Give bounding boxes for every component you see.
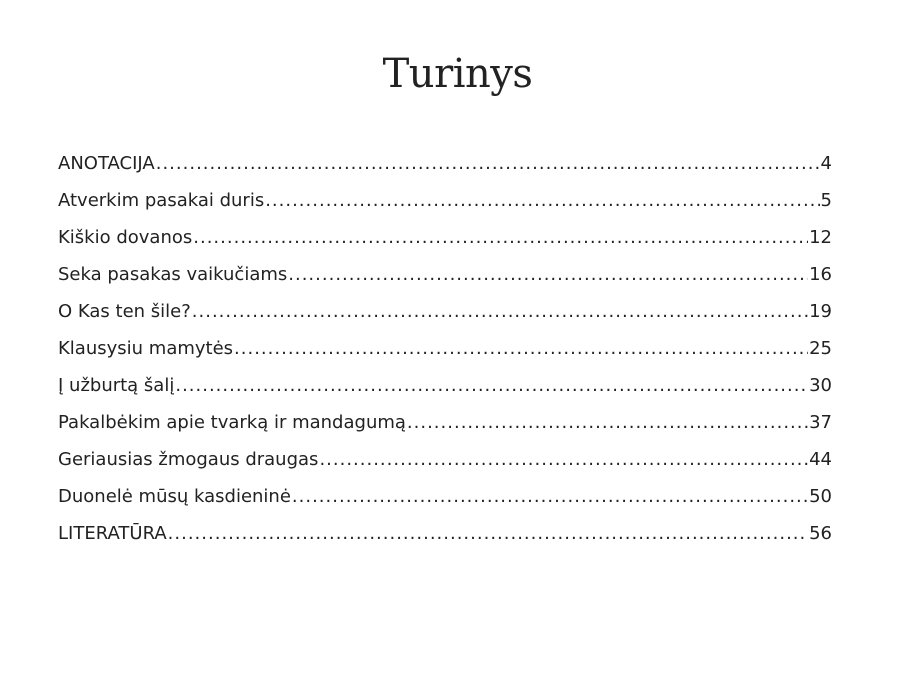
toc-entry-title: O Kas ten šile? bbox=[58, 301, 191, 322]
toc-entry-i-uzburta bbox=[58, 375, 832, 412]
toc-entry-kiskio bbox=[58, 227, 832, 264]
toc-entry-page: 12 bbox=[809, 227, 832, 248]
page-title: Turinys bbox=[382, 51, 533, 97]
toc-dot-leader bbox=[175, 375, 808, 396]
toc-entry-page: 4 bbox=[820, 153, 832, 174]
toc-entry-anotacija bbox=[58, 153, 832, 190]
toc-entry-title: ANOTACIJA bbox=[58, 153, 155, 174]
toc-dot-leader bbox=[288, 264, 808, 285]
toc-entry-geriausias bbox=[58, 449, 832, 486]
toc-entry-title: Duonelė mūsų kasdieninė bbox=[58, 486, 291, 507]
toc-entry-title: Kiškio dovanos bbox=[58, 227, 193, 248]
toc-entry-title: Atverkim pasakai duris bbox=[58, 190, 265, 211]
toc-entry-page: 30 bbox=[809, 375, 832, 396]
table-of-contents bbox=[58, 153, 832, 560]
toc-entry-o-kas-ten bbox=[58, 301, 832, 338]
toc-entry-title: LITERATŪRA bbox=[58, 523, 167, 544]
toc-entry-page: 50 bbox=[809, 486, 832, 507]
toc-entry-page: 16 bbox=[809, 264, 832, 285]
toc-entry-klausysiu bbox=[58, 338, 832, 375]
toc-entry-pakalbekim bbox=[58, 412, 832, 449]
toc-dot-leader bbox=[265, 190, 819, 211]
toc-entry-atverkim bbox=[58, 190, 832, 227]
toc-dot-leader bbox=[168, 523, 808, 544]
toc-entry-title: Klausysiu mamytės bbox=[58, 338, 234, 359]
toc-dot-leader bbox=[234, 338, 808, 359]
toc-entry-title: Pakalbėkim apie tvarką ir mandagumą bbox=[58, 412, 406, 433]
toc-entry-title: Seka pasakas vaikučiams bbox=[58, 264, 288, 285]
toc-entry-page: 25 bbox=[809, 338, 832, 359]
toc-dot-leader bbox=[193, 227, 808, 248]
toc-dot-leader bbox=[192, 301, 808, 322]
toc-dot-leader bbox=[156, 153, 820, 174]
toc-dot-leader bbox=[407, 412, 808, 433]
toc-entry-page: 5 bbox=[820, 190, 832, 211]
toc-entry-page: 56 bbox=[809, 523, 832, 544]
toc-entry-page: 37 bbox=[809, 412, 832, 433]
toc-entry-duonele bbox=[58, 486, 832, 523]
toc-entry-title: Geriausias žmogaus draugas bbox=[58, 449, 319, 470]
toc-dot-leader bbox=[319, 449, 808, 470]
toc-entry-page: 19 bbox=[809, 301, 832, 322]
toc-dot-leader bbox=[292, 486, 808, 507]
toc-entry-page: 44 bbox=[809, 449, 832, 470]
toc-entry-literatura bbox=[58, 523, 832, 560]
toc-entry-title: Į užburtą šalį bbox=[58, 375, 175, 396]
toc-entry-seka bbox=[58, 264, 832, 301]
